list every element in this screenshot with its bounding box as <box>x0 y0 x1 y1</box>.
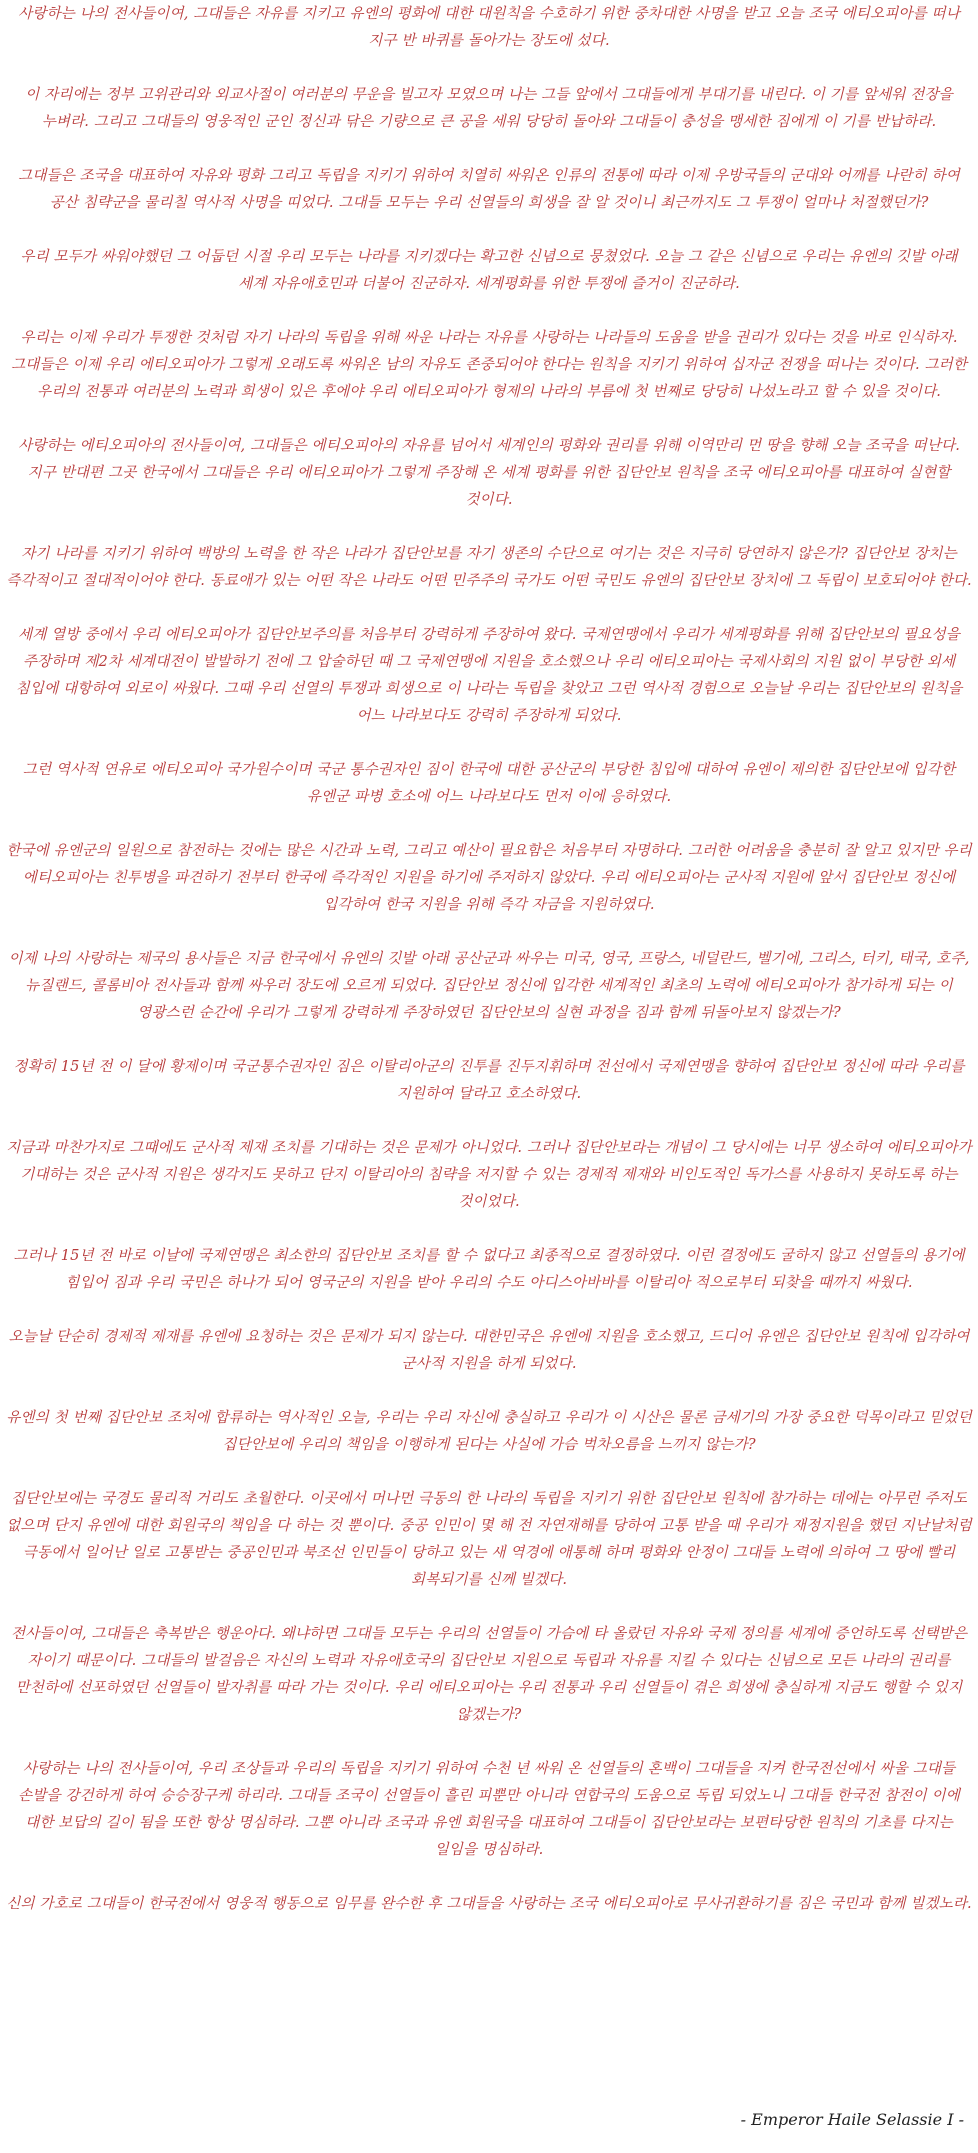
paragraph-6: 사랑하는 에티오피아의 전사들이여, 그대들은 에티오피아의 자유를 넘어서 세계인의 평화와 권리를 위해 이역만리 먼 땅을 향해 오늘 조국을 떠난다. 지구 반대편 그곳 한국에서 그대들은 우리 에티오피아가 그렇게 주장해 온 세계 평화를 위한 집단안보 원칙을 조국 에티오피아를 대표하여 실현할 것이다. <box>18 437 960 508</box>
paragraph-9: 그런 역사적 연유로 에티오피아 국가원수이며 국군 통수권자인 짐이 한국에 대한 공산군의 부당한 침입에 대하여 유엔이 제의한 집단안보에 입각한 유엔군 파병 호소에 어느 나라보다도 먼저 이에 응하였다. <box>22 761 956 805</box>
paragraph-7: 자기 나라를 지키기 위하여 백방의 노력을 한 작은 나라가 집단안보를 자기 생존의 수단으로 여기는 것은 지극히 당연하지 않은가? 집단안보 장치는 즉각적이고 절대적이어야 한다. 동료애가 있는 어떤 작은 나라도 어떤 민주주의 국가도 어떤 국민도 유엔의 집단안보 장치에 그 독립이 보호되어야 한다. <box>6 545 972 589</box>
paragraph-19: 사랑하는 나의 전사들이여, 우리 조상들과 우리의 독립을 지키기 위하여 수천 년 싸워 온 선열들의 혼백이 그대들을 지켜 한국전선에서 싸울 그대들 손발을 강건하게 하여 승승장구케 하리라. 그대들 조국이 선열들이 흘린 피뿐만 아니라 연합국의 도움으로 독립 되었노니 그대들 한국전 참전이 이에 대한 보답의 길이 됨을 또한 항상 명심하라. 그뿐 아니라 조국과 유엔 회원국을 대표하여 그대들이 집단안보라는 보편타당한 원칙의 기초를 다지는 일임을 명심하라. <box>18 1760 960 1858</box>
paragraph-1: 사랑하는 나의 전사들이여, 그대들은 자유를 지키고 유엔의 평화에 대한 대원칙을 수호하기 위한 중차대한 사명을 받고 오늘 조국 에티오피아를 떠나 지구 반 바퀴를 돌아가는 장도에 섰다. <box>18 5 960 49</box>
paragraph-4: 우리 모두가 싸워야했던 그 어둡던 시절 우리 모두는 나라를 지키겠다는 확고한 신념으로 뭉쳤었다. 오늘 그 같은 신념으로 우리는 유엔의 깃발 아래 세계 자유애호민과 더불어 진군하자. 세계평화를 위한 투쟁에 즐거이 진군하라. <box>20 248 958 292</box>
paragraph-10: 한국에 유엔군의 일원으로 참전하는 것에는 많은 시간과 노력, 그리고 예산이 필요함은 처음부터 자명하다. 그러한 어려움을 충분히 잘 알고 있지만 우리 에티오피아는 친투병을 파견하기 전부터 한국에 즉각적인 지원을 하기에 주저하지 않았다. 우리 에티오피아는 군사적 지원에 앞서 집단안보 정신에 입각하여 한국 지원을 위해 즉각 자금을 지원하였다. <box>6 842 972 913</box>
paragraph-14: 그러나 15년 전 바로 이날에 국제연맹은 최소한의 집단안보 조치를 할 수 없다고 최종적으로 결정하였다. 이런 결정에도 굴하지 않고 선열들의 용기에 힘입어 짐과 우리 국민은 하나가 되어 영국군의 지원을 받아 우리의 수도 아디스아바바를 이탈리아 적으로부터 되찾을 때까지 싸웠다. <box>13 1247 965 1291</box>
paragraph-18: 전사들이여, 그대들은 축복받은 행운아다. 왜냐하면 그대들 모두는 우리의 선열들이 가슴에 타 올랐던 자유와 국제 정의를 세계에 증언하도록 선택받은 자이기 때문이다. 그대들의 발걸음은 자신의 노력과 자유애호국의 집단안보 지원으로 독립과 자유를 지킬 수 있다는 신념으로 모든 나라의 권리를 만천하에 선포하였던 선열들이 발자취를 따라 가는 것이다. 우리 에티오피아는 우리 전통과 우리 선열들이 겪은 희생에 충실하게 지금도 행할 수 있지 않겠는가? <box>10 1625 968 1723</box>
paragraph-8: 세계 열방 중에서 우리 에티오피아가 집단안보주의를 처음부터 강력하게 주장하여 왔다. 국제연맹에서 우리가 세계평화를 위해 집단안보의 필요성을 주장하며 제2차 세계대전이 발발하기 전에 그 압술하던 때 그 국제연맹에 지원을 호소했으나 우리 에티오피아는 국제사회의 지원 없이 부당한 외세 침입에 대항하여 외로이 싸웠다. 그때 우리 선열의 투쟁과 희생으로 이 나라는 독립을 찾았고 그런 역사적 경험으로 오늘날 우리는 집단안보의 원칙을 어느 나라보다도 강력히 주장하게 되었다. <box>15 626 963 724</box>
paragraph-12: 정확히 15년 전 이 달에 황제이며 국군통수권자인 짐은 이탈리아군의 진투를 진두지휘하며 전선에서 국제연맹을 향하여 집단안보 정신에 따라 우리를 지원하여 달라고 호소하였다. <box>13 1058 965 1102</box>
paragraph-13: 지금과 마찬가지로 그때에도 군사적 제재 조치를 기대하는 것은 문제가 아니었다. 그러나 집단안보라는 개념이 그 당시에는 너무 생소하여 에티오피아가 기대하는 것은 군사적 지원은 생각지도 못하고 단지 이탈리아의 침략을 저지할 수 있는 경제적 제재와 비인도적인 독가스를 사용하지 못하도록 하는 것이었다. <box>6 1139 972 1210</box>
paragraph-2: 이 자리에는 정부 고위관리와 외교사절이 여러분의 무운을 빌고자 모였으며 나는 그들 앞에서 그대들에게 부대기를 내린다. 이 기를 앞세워 전장을 누벼라. 그리고 그대들의 영웅적인 군인 정신과 닦은 기량으로 큰 공을 세워 당당히 돌아와 그대들이 충성을 맹세한 짐에게 이 기를 반납하라. <box>25 86 953 130</box>
paragraph-3: 그대들은 조국을 대표하여 자유와 평화 그리고 독립을 지키기 위하여 치열히 싸워온 인류의 전통에 따라 이제 우방국들의 군대와 어깨를 나란히 하여 공산 침략군을 물리칠 역사적 사명을 띠었다. 그대들 모두는 우리 선열들의 희생을 잘 알 것이니 최근까지도 그 투쟁이 얼마나 처절했던가? <box>18 167 960 211</box>
paragraph-11: 이제 나의 사랑하는 제국의 용사들은 지금 한국에서 유엔의 깃발 아래 공산군과 싸우는 미국, 영국, 프랑스, 네덜란드, 벨기에, 그리스, 터키, 태국, 호주, 뉴질랜드, 콜롬비아 전사들과 함께 싸우러 장도에 오르게 되었다. 집단안보 정신에 입각한 세계적인 최초의 노력에 에티오피아가 참가하게 되는 이 영광스런 순간에 우리가 그렇게 강력하게 주장하였던 집단안보의 실현 과정을 짐과 함께 뒤돌아보지 않겠는가? <box>8 950 970 1021</box>
paragraph-16: 유엔의 첫 번째 집단안보 조처에 합류하는 역사적인 오늘, 우리는 우리 자신에 충실하고 우리가 이 시산은 물론 금세기의 가장 중요한 덕목이라고 믿었던 집단안보에 우리의 책임을 이행하게 된다는 사실에 가슴 벅차오름을 느끼지 않는가? <box>6 1409 972 1453</box>
paragraph-17: 집단안보에는 국경도 물리적 거리도 초월한다. 이곳에서 머나먼 극동의 한 나라의 독립을 지키기 위한 집단안보 원칙에 참가하는 데에는 아무런 주저도 없으며 단지 유엔에 대한 회원국의 책임을 다 하는 것 뿐이다. 중공 인민이 몇 해 전 자연재해를 당하여 고통 받을 때 우리가 재정지원을 했던 지난날처럼 극동에서 일어난 일로 고통받는 중공인민과 북조선 인민들이 당하고 있는 새 역경에 애통해 하며 평화와 안정이 그대들 노력에 의하여 그 땅에 빨리 회복되기를 신께 빌겠다. <box>6 1490 972 1588</box>
paragraph-15: 오늘날 단순히 경제적 제재를 유엔에 요청하는 것은 문제가 되지 않는다. 대한민국은 유엔에 지원을 호소했고, 드디어 유엔은 집단안보 원칙에 입각하여 군사적 지원을 하게 되었다. <box>8 1328 970 1372</box>
signature: - Emperor Haile Selassie I - <box>740 2110 964 2129</box>
paragraph-5: 우리는 이제 우리가 투쟁한 것처럼 자기 나라의 독립을 위해 싸운 나라는 자유를 사랑하는 나라들의 도움을 받을 권리가 있다는 것을 바로 인식하자. 그대들은 이제 우리 에티오피아가 그렇게 오래도록 싸워온 남의 자유도 존중되어야 한다는 원칙을 지키기 위하여 십자군 전쟁을 떠나는 것이다. 그러한 우리의 전통과 여러분의 노력과 희생이 있은 후에야 우리 에티오피아가 형제의 나라의 부름에 첫 번째로 당당히 나섰노라고 할 수 있을 것이다. <box>10 329 968 400</box>
paragraph-20: 신의 가호로 그대들이 한국전에서 영웅적 행동으로 임무를 완수한 후 그대들을 사랑하는 조국 에티오피아로 무사귀환하기를 짐은 국민과 함께 빌겠노라. <box>6 1895 972 1912</box>
